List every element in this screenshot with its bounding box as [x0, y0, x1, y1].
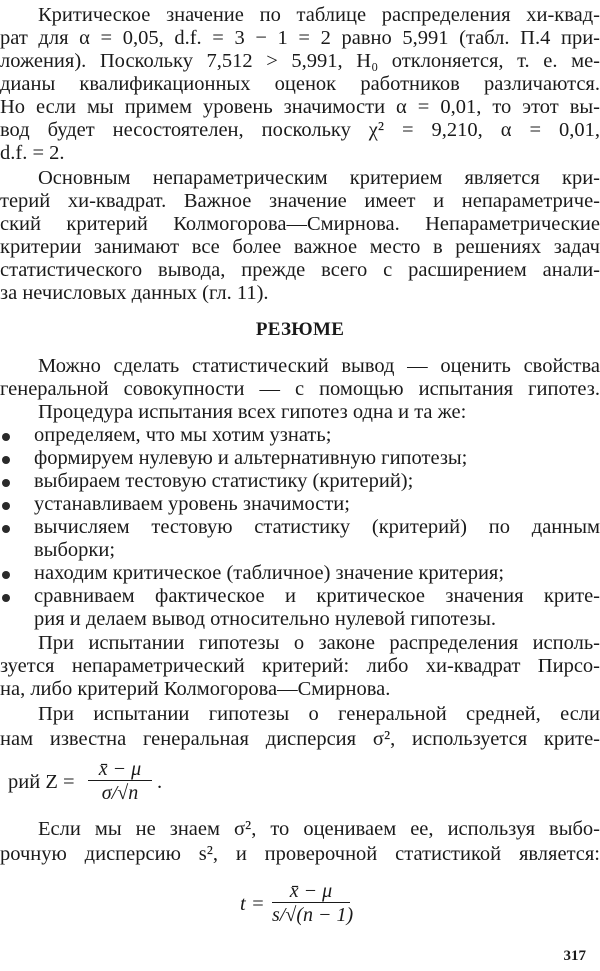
text-line: генеральной совокупности — с помощью испытания гипотез.: [0, 378, 600, 400]
text-line: Основным непараметрическим критерием является кри-: [38, 167, 600, 189]
list-item-text: находим критическое (табличное) значение критерия;: [34, 562, 505, 584]
bullet-icon: [2, 456, 10, 464]
text-line: за нечисловых данных (гл. 11).: [0, 282, 269, 304]
text-line: Процедура испытания всех гипотез одна и та же:: [38, 401, 467, 423]
list-item-text: сравниваем фактическое и критическое значения крите-: [34, 585, 600, 607]
formula-fraction: [88, 758, 152, 804]
list-item-text: выборки;: [34, 539, 116, 561]
text-line: При испытании гипотезы о генеральной средней, если: [38, 703, 600, 725]
list-item-text: вычисляем тестовую статистику (критерий) по данным: [34, 516, 600, 538]
bullet-icon: [2, 594, 10, 602]
text-line: вод будет несостоятелен, поскольку χ² = 9,210, α = 0,01,: [0, 119, 600, 141]
text-line: Если мы не знаем σ², то оцениваем ее, используя выбо-: [38, 818, 600, 840]
list-item-text: устанавливаем уровень значимости;: [34, 493, 350, 515]
fraction-numerator: x̄ − μ: [289, 880, 333, 902]
text-line: Можно сделать статистический вывод — оценить свойства: [38, 355, 600, 377]
fraction-numerator: x̄ − μ: [98, 758, 142, 780]
bullet-icon: [2, 571, 10, 579]
fraction-denominator: s/√(n − 1): [272, 904, 354, 926]
text-line: d.f. = 2.: [0, 142, 65, 164]
formula-suffix: .: [157, 771, 163, 793]
formula-prefix: t =: [240, 893, 265, 915]
text-line: рочную дисперсию s², и проверочной статистикой является:: [0, 843, 600, 865]
section-heading: РЕЗЮМЕ: [255, 319, 345, 340]
list-item-text: формируем нулевую и альтернативную гипотезы;: [34, 447, 468, 469]
text-line: дианы квалификационных оценок работников различаются.: [0, 73, 600, 95]
text-line: ский критерий Колмогорова—Смирнова. Непараметрические: [0, 213, 600, 235]
bullet-icon: [2, 479, 10, 487]
text-line: зуется непараметрический критерий: либо хи-квадрат Пирсо-: [0, 655, 600, 677]
formula-fraction: [272, 880, 354, 926]
bullet-icon: [2, 525, 10, 533]
text-line: на, либо критерий Колмогорова—Смирнова.: [0, 678, 391, 700]
bullet-icon: [2, 433, 10, 441]
list-item-text: рия и делаем вывод относительно нулевой гипотезы.: [34, 608, 497, 630]
page-number: 317: [563, 948, 586, 964]
bullet-icon: [2, 502, 10, 510]
list-item-text: выбираем тестовую статистику (критерий);: [34, 470, 414, 492]
text-line: ложения). Поскольку 7,512 > 5,991, H₀ отклоняется, т. е. ме-: [0, 50, 600, 72]
text-line: Критическое значение по таблице распределения хи-квад-: [38, 4, 600, 26]
list-item-text: определяем, что мы хотим узнать;: [34, 424, 332, 446]
text-line: Но если мы примем уровень значимости α = 0,01, то этот вы-: [0, 96, 600, 118]
text-line: статистического вывода, прежде всего с расширением анали-: [0, 259, 600, 281]
text-line: критерии занимают все более важное место в решениях задач: [0, 236, 600, 258]
formula-prefix: рий Z =: [8, 771, 75, 793]
fraction-denominator: σ/√n: [88, 780, 152, 804]
text-line: рат для α = 0,05, d.f. = 3 − 1 = 2 равно 5,991 (табл. П.4 при-: [0, 27, 600, 49]
text-line: терий хи-квадрат. Важное значение имеет и непараметриче-: [0, 190, 600, 212]
text-line: При испытании гипотезы о законе распределения исполь-: [38, 632, 600, 654]
text-line: нам известна генеральная дисперсия σ², используется крите-: [0, 728, 600, 750]
